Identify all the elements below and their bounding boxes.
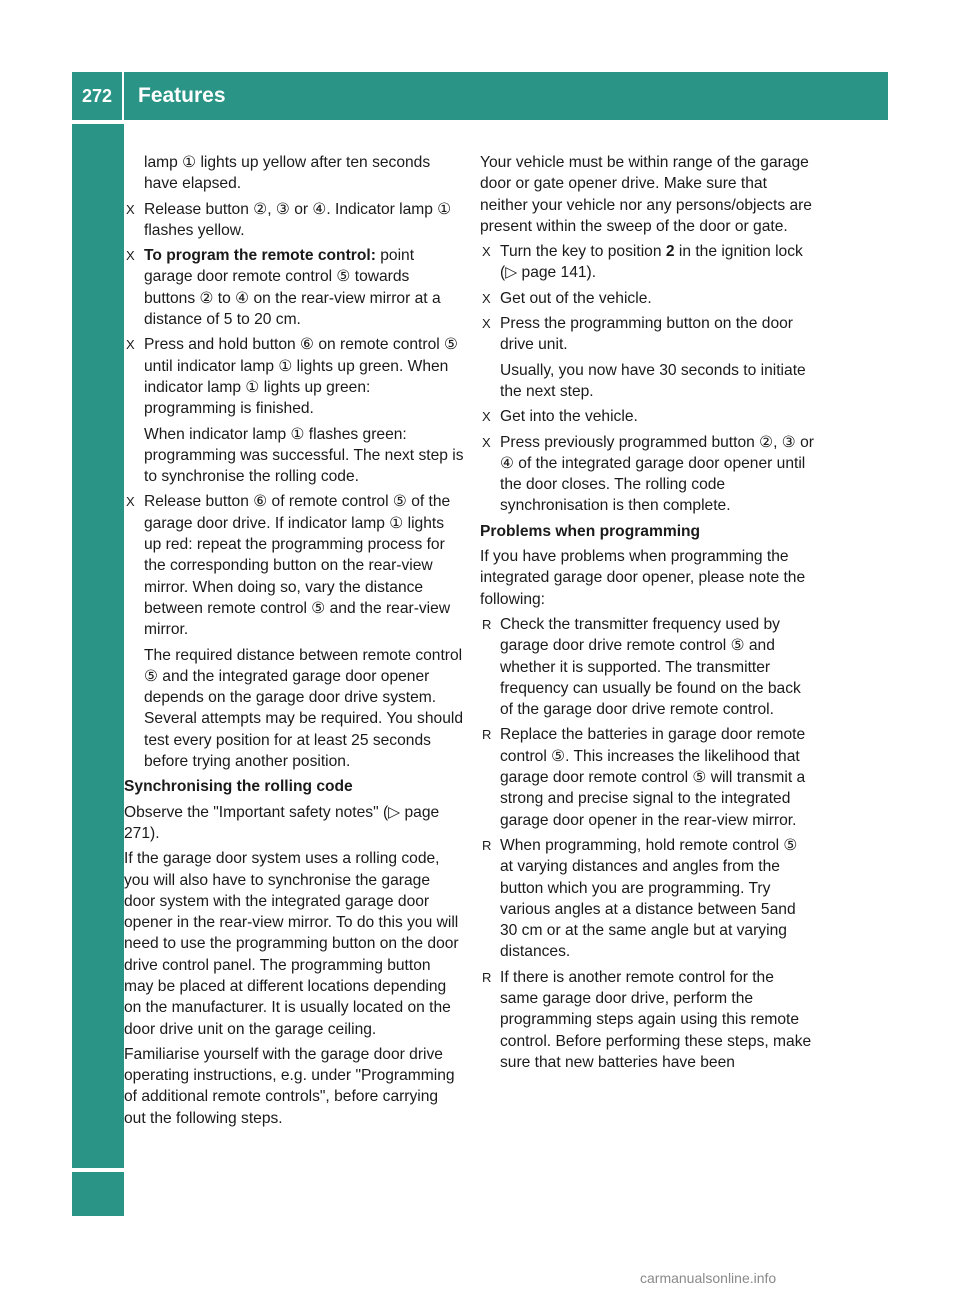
step-item	[480, 288, 814, 309]
step-item	[480, 432, 814, 517]
step-marker-icon: X	[482, 316, 491, 332]
bullet-text: If there is another remote control for the same garage door drive, perform the programming steps again using this remote control. Before performing these steps, make sure that new batteries have been	[500, 968, 812, 1071]
bullet-item	[480, 967, 814, 1073]
watermark: carmanualsonline.info	[640, 1270, 777, 1286]
page-header	[72, 72, 888, 120]
section-heading: Synchronising the rolling code	[124, 778, 353, 796]
step-note: The required distance between remote control ⑤ and the integrated garage door opener depends on the garage door drive system. Several attempts may be required. You should test every position for at least 25 seconds before trying another position.	[144, 646, 464, 771]
step-marker-icon: X	[126, 248, 135, 264]
paragraph: Your vehicle must be within range of the garage door or gate opener drive. Make sure that neither your vehicle nor any persons/objects are present within the sweep of the door or gate.	[480, 154, 812, 235]
section-title: Features	[138, 84, 226, 107]
step-text: Press and hold button ⑥ on remote control ⑤ until indicator lamp ① lights up green. When indicator lamp ① lights up green: programming is finished.	[144, 336, 459, 418]
step-bold-label: To program the remote control:	[144, 247, 376, 265]
left-column	[124, 152, 464, 1133]
step-item	[480, 406, 814, 427]
step-marker-icon: X	[482, 434, 491, 450]
section-heading: Problems when programming	[480, 522, 701, 540]
page-number: 272	[72, 72, 124, 120]
paragraph: lamp ① lights up yellow after ten seconds have elapsed.	[144, 154, 431, 193]
side-tab-label: Stowing and features	[86, 577, 109, 790]
bullet-item	[480, 724, 814, 830]
side-tab-end	[72, 1172, 124, 1216]
step-text: Get into the vehicle.	[500, 408, 638, 426]
bullet-item	[480, 835, 814, 963]
bullet-text: When programming, hold remote control ⑤ at varying distances and angles from the button which you are programming. Try various angles at a distance between 5and 30 cm or at the same angle but at varying distances.	[500, 836, 798, 961]
paragraph: Familiarise yourself with the garage door drive operating instructions, e.g. under "Programming of additional remote controls", before carrying out the following steps.	[124, 1045, 455, 1127]
step-item	[480, 313, 814, 356]
paragraph: Observe the "Important safety notes" (▷ page 271).	[124, 803, 440, 842]
step-note: Usually, you now have 30 seconds to initiate the next step.	[500, 361, 806, 400]
step-item	[124, 199, 464, 242]
bullet-marker-icon: R	[482, 837, 492, 853]
step-marker-icon: X	[126, 201, 135, 217]
step-text: Get out of the vehicle.	[500, 289, 652, 307]
step-marker-icon: X	[482, 290, 491, 306]
bullet-item	[480, 614, 814, 720]
ignition-position: 2	[665, 243, 675, 261]
bullet-text: Check the transmitter frequency used by garage door drive remote control ⑤ and whether it is supported. The transmitter frequency can usually be found on the back of the garage door drive remote control.	[500, 615, 801, 719]
paragraph: If the garage door system uses a rolling code, you will also have to synchronise the garage door system with the integrated garage door opener in the rear-view mirror. To do this you will need to use the programming button on the door drive control panel. The programming button may be placed at different locations depending on the manufacturer. It is usually located on the door drive unit on the garage ceiling.	[124, 850, 459, 1038]
right-column	[480, 152, 814, 1077]
step-text: Press the programming button on the door drive unit.	[500, 315, 793, 354]
step-item	[124, 334, 464, 419]
step-text: Turn the key to position	[500, 243, 666, 261]
bullet-text: Replace the batteries in garage door remote control ⑤. This increases the likelihood that garage door remote control ⑤ will transmit a strong and precise signal to the integrated garage door opener in the rear-view mirror.	[500, 726, 806, 829]
paragraph: If you have problems when programming the integrated garage door opener, please note the following:	[480, 548, 806, 608]
step-marker-icon: X	[482, 244, 491, 260]
step-marker-icon: X	[126, 494, 135, 510]
step-item	[124, 245, 464, 330]
step-text: point garage door remote control ⑤ towards buttons ② to ④ on the rear-view mirror at a distance of 5 to 20 cm.	[144, 247, 441, 329]
step-text: Release button ⑥ of remote control ⑤ of the garage door drive. If indicator lamp ① lights up red: repeat the programming process for the corresponding button on the rear-view mirror. When doing so, vary the distance between remote control ⑤ and the rear-view mirror.	[144, 493, 451, 639]
bullet-marker-icon: R	[482, 969, 492, 985]
step-text: in the ignition lock (▷ page 141).	[500, 243, 803, 282]
step-marker-icon: X	[482, 409, 491, 425]
step-note: When indicator lamp ① flashes green: programming was successful. The next step is to synchronise the rolling code.	[144, 425, 464, 486]
bullet-marker-icon: R	[482, 727, 492, 743]
step-item	[480, 241, 814, 284]
bullet-marker-icon: R	[482, 616, 492, 632]
step-text: Release button ②, ③ or ④. Indicator lamp ① flashes yellow.	[144, 200, 452, 239]
step-text: Press previously programmed button ②, ③ or ④ of the integrated garage door opener until the door closes. The rolling code synchronisation is then complete.	[500, 433, 814, 515]
step-marker-icon: X	[126, 337, 135, 353]
step-item	[124, 491, 464, 640]
